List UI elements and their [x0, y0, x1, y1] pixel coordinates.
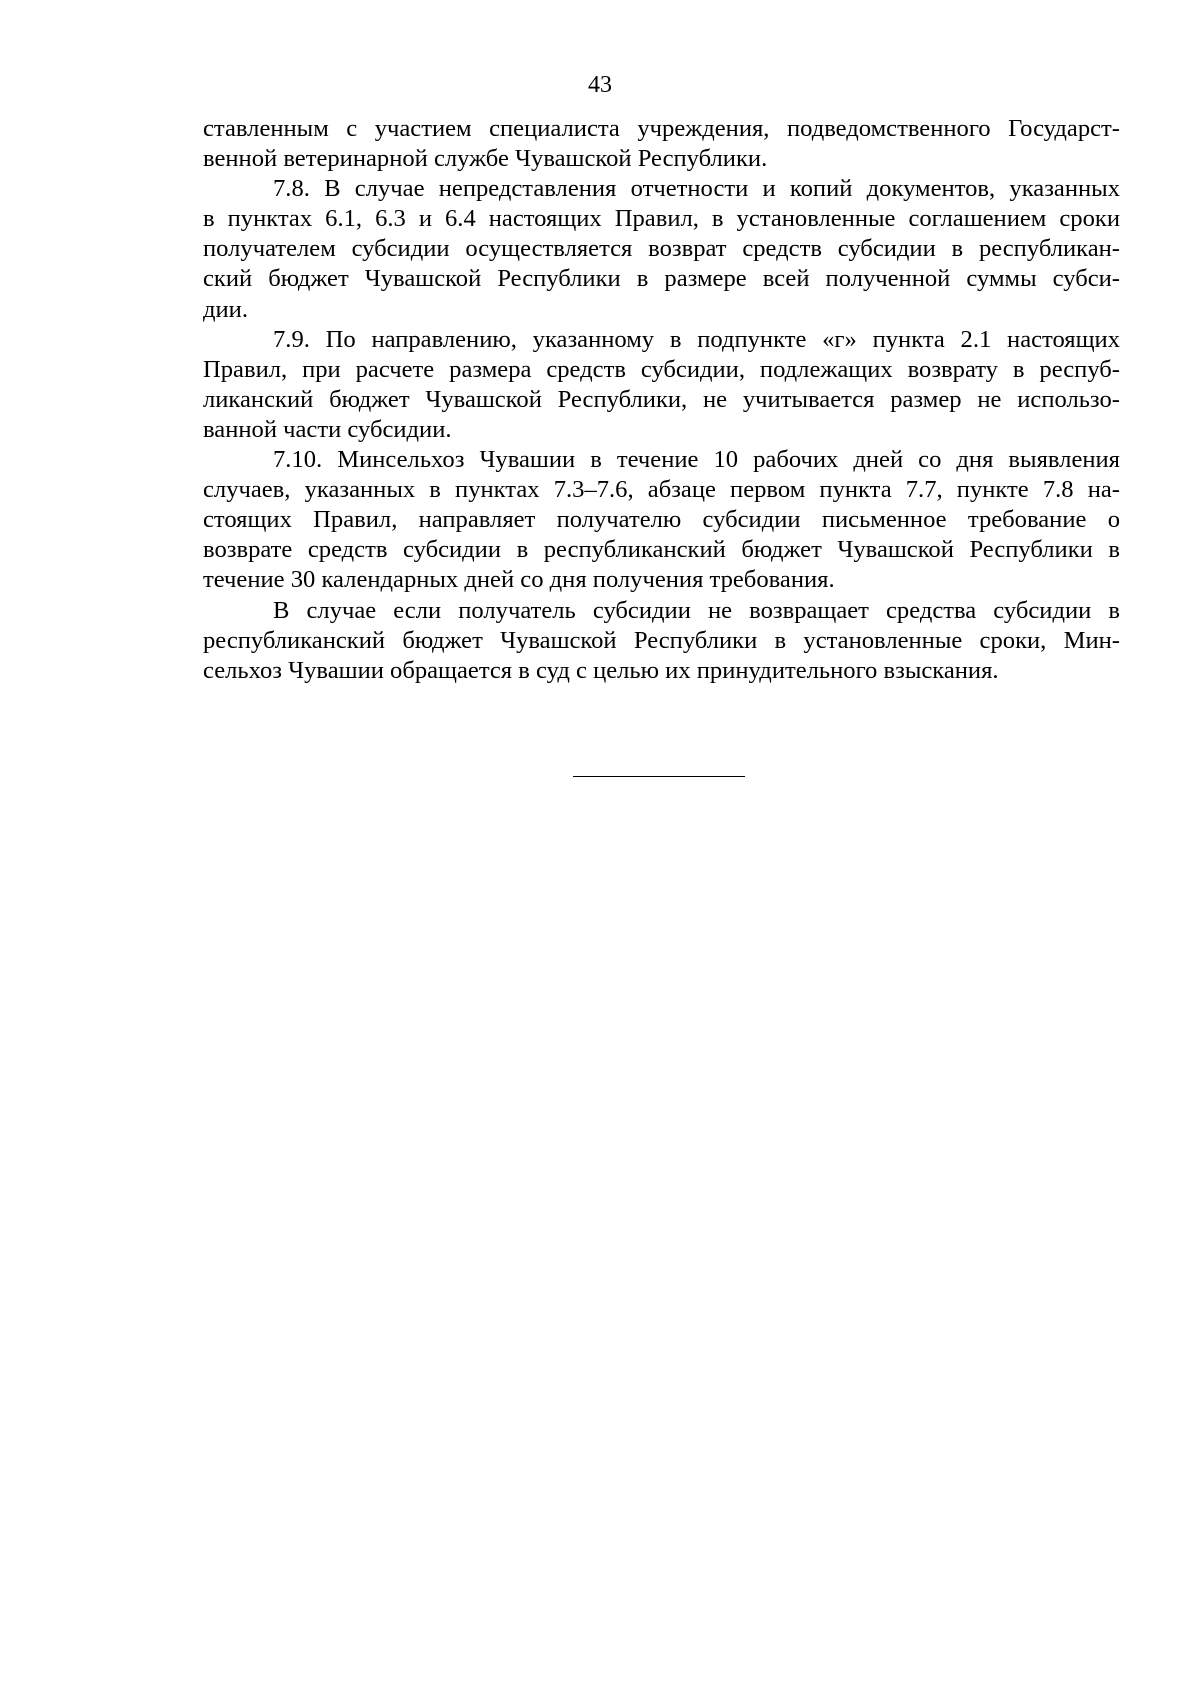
paragraph-7-9 — [203, 325, 1120, 445]
paragraph-continuation — [203, 114, 1120, 174]
text-line: в пунктах 6.1, 6.3 и 6.4 настоящих Правил, в установленные соглашением сроки — [203, 205, 1120, 233]
text-line: ванной части субсидии. — [203, 415, 452, 443]
text-line: возврате средств субсидии в республиканский бюджет Чувашской Республики в — [203, 536, 1120, 564]
text-line: сельхоз Чувашии обращается в суд с целью их принудительного взыскания. — [203, 656, 999, 684]
text-line: дии. — [203, 295, 248, 323]
text-line: ставленным с участием специалиста учреждения, подведомственного Государст- — [203, 115, 1120, 142]
text-line: течение 30 календарных дней со дня получения требования. — [203, 566, 835, 594]
text-line: 7.10. Минсельхоз Чувашии в течение 10 рабочих дней со дня выявления — [273, 446, 1120, 474]
text-line: ский бюджет Чувашской Республики в размере всей полученной суммы субси- — [203, 265, 1120, 293]
text-line: получателем субсидии осуществляется возврат средств субсидии в республикан- — [203, 235, 1120, 263]
page-number: 43 — [588, 72, 612, 98]
text-line: 7.8. В случае непредставления отчетности и копий документов, указанных — [273, 175, 1120, 203]
document-body — [203, 114, 1120, 686]
text-line: В случае если получатель субсидии не возвращает средства субсидии в — [273, 596, 1120, 624]
end-of-document-rule — [573, 776, 745, 777]
paragraph-7-10 — [203, 445, 1120, 595]
text-line: республиканский бюджет Чувашской Республики в установленные сроки, Мин- — [203, 626, 1120, 654]
text-line: стоящих Правил, направляет получателю субсидии письменное требование о — [203, 506, 1120, 534]
text-line: 7.9. По направлению, указанному в подпункте «г» пункта 2.1 настоящих — [273, 325, 1120, 353]
text-line: ликанский бюджет Чувашской Республики, не учитывается размер не использо- — [203, 385, 1120, 413]
text-line: Правил, при расчете размера средств субсидии, подлежащих возврату в респуб- — [203, 355, 1120, 383]
paragraph-7-8 — [203, 174, 1120, 324]
text-line: венной ветеринарной службе Чувашской Республики. — [203, 145, 768, 173]
text-line: случаев, указанных в пунктах 7.3–7.6, абзаце первом пункта 7.7, пункте 7.8 на- — [203, 476, 1120, 504]
paragraph-final — [203, 596, 1120, 686]
